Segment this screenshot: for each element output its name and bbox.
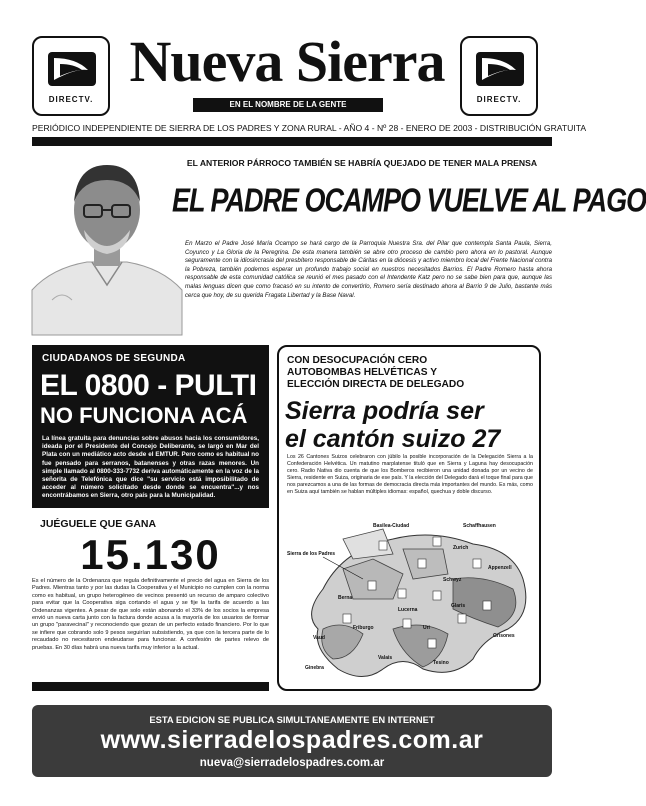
map-label: Berna bbox=[338, 595, 353, 601]
map-label: Ginebra bbox=[305, 665, 324, 671]
0800-story-box bbox=[32, 345, 269, 508]
0800-story-headline-line-1: EL 0800 - PULTI bbox=[40, 369, 257, 402]
map-label: Basilea-Ciudad bbox=[373, 523, 410, 529]
directv-logo-text: DIRECTV. bbox=[48, 95, 94, 104]
left-column-divider bbox=[32, 682, 269, 691]
water-story-body: Es el número de la Ordenanza que regula definitivamente el precio del agua en Sierra de los Padres. Mientras tanto y por las dudas la Cooperativa y el Municipio no cumplen con la norma como es habitual, un grupo heterogéneo de vecinos presentó un recurso de amparo colectivo para evitar que la Cooperativa siga cortando el agua y se fije la tarifa de acuerdo a las Ordenanzas vigentes. A pesar de que solo están abonando el 33% de los socios la empresa envió un nueva carta junto con la factura donde acusa a la mayoría de los usuarios de formar un grupo "paravecinal" y reconociendo que gozan de un perfecto estado financiero. Por lo que se infiere que cobrando solo 9 pesos seguirían subsistiendo, ya que con la tercera parte de lo recaudado no necesitaron endeudarse para funcionar. A confesión de partes relevo de pruebas. En 30 días habrá una nueva tarifa muy inferior a la actual. bbox=[32, 578, 269, 651]
internet-edition-banner bbox=[32, 705, 552, 777]
swiss-story-headline-line-2: el cantón suizo 27 bbox=[285, 425, 501, 453]
swiss-story-headline-line-1: Sierra podría ser bbox=[285, 397, 484, 425]
swiss-story-kicker bbox=[287, 355, 535, 391]
ordinance-number: 15.130 bbox=[80, 531, 221, 578]
lead-body-text: En Marzo el Padre José María Ocampo se hará cargo de la Parroquia Nuestra Sra. del Pilar que contempla Santa Paula, Sierra, Coyunco y La Gloria de la Peregrina. De esta manera también se abre otro proceso de cambio pero ahora en lo pastoral. Aunque seguramente con la idiosincrasia del presbítero responsable de Cáritas en la diócesis y activo miembro local del Frente Nacional contra la Pobreza, también podemos esperar un profundo trabajo social en nuestros necesitados Barrios. El Padre Romero hasta ahora responsable de esta comunidad católica se reunió el mes pasado con el Intendente Katz pero no se sabe bien para que, aunque las malas lenguas dicen que como fracasó en su intento de convertirlo, Romero sería destinado ahora al Barrio 9 de Julio, bastante más cerca que hoy, de su querida Fragata Libertad y la Base Naval. bbox=[185, 240, 552, 299]
directv-logo-left bbox=[32, 36, 110, 116]
internet-edition-caption: ESTA EDICION SE PUBLICA SIMULTANEAMENTE EN INTERNET bbox=[149, 714, 435, 725]
lead-headline: EL PADRE OCAMPO VUELVE AL PAGO bbox=[172, 181, 646, 219]
priest-portrait-photo bbox=[32, 150, 182, 335]
directv-logo-icon bbox=[474, 50, 526, 90]
lead-kicker: EL ANTERIOR PÁRROCO TAMBIÉN SE HABRÍA QUEJADO DE TENER MALA PRENSA bbox=[186, 158, 538, 168]
map-label: Glaris bbox=[451, 603, 466, 609]
map-label: Grisones bbox=[493, 633, 515, 639]
0800-story-kicker: CIUDADANOS DE SEGUNDA bbox=[42, 353, 186, 364]
directv-logo-text: DIRECTV. bbox=[476, 95, 522, 104]
0800-story-body: La línea gratuita para denuncias sobre abusos hacia los consumidores, ideada por el Presidente del Concejo Deliberante, se largó en Mar del Plata con un mediático acto desde el EMTUR. Pero como es habitual no fue pensado para serranos, batanenses y otras razas menores. Un simple llamado al 0800-333-7732 deriva automáticamente en la voz de la señorita de Telefónica que dice "su servicio está imposibilitado de acceder al número solicitado desde donde se encuentra"...y nos encontrábamos en Sierra, otro país para la Municipalidad. bbox=[42, 435, 259, 500]
directv-logo-icon bbox=[46, 50, 98, 90]
swiss-story-body: Los 26 Cantones Suizos celebraron con júbilo la posible incorporación de la Delegación Sierra a la Confederación Helvética. Un matutino marplatense tituló que en Sierra y Laguna hay desocupación cero. Radio Nativa dio cuenta de que los Bomberos recibieron una unidad donada por un vecino de Sierra, residente en Suiza, originaria de ese país. Y la elección del Delegado dará el toque final para que nos parezcamos a una de las formas de democracia directa más importantes del mundo. Es más, como en Suiza aquí también se hablan múltiples idiomas: español, quechua y doble discurso. bbox=[287, 454, 533, 495]
map-label: Friburgo bbox=[353, 625, 374, 631]
newspaper-title: Nueva Sierra bbox=[129, 29, 445, 94]
header-divider bbox=[32, 137, 552, 146]
water-story-kicker: JUÉGUELE QUE GANA bbox=[40, 518, 157, 530]
slogan-banner: EN EL NOMBRE DE LA GENTE bbox=[193, 98, 383, 112]
swiss-story-kicker-line: CON DESOCUPACIÓN CERO bbox=[287, 355, 428, 366]
map-label: Vaud bbox=[313, 635, 325, 641]
map-label: Zurich bbox=[453, 545, 469, 551]
map-label: Valais bbox=[378, 655, 393, 661]
issue-info-line: PERIÓDICO INDEPENDIENTE DE SIERRA DE LOS PADRES Y ZONA RURAL - AÑO 4 - Nº 28 - ENERO DE 2003 - DISTRIBUCIÓN GRATUITA bbox=[32, 123, 587, 133]
contact-email[interactable]: nueva@sierradelospadres.com.ar bbox=[199, 757, 385, 769]
website-url[interactable]: www.sierradelospadres.com.ar bbox=[100, 726, 484, 754]
swiss-story-kicker-line: AUTOBOMBAS HELVÉTICAS Y bbox=[287, 367, 437, 378]
map-label: Schwyz bbox=[443, 577, 462, 583]
map-label: Lucerna bbox=[398, 607, 418, 613]
map-label: Appenzell bbox=[488, 565, 512, 571]
swiss-canton-story-box bbox=[277, 345, 541, 691]
0800-story-headline-line-2: NO FUNCIONA ACÁ bbox=[40, 403, 248, 428]
switzerland-canton-map bbox=[283, 519, 537, 685]
directv-logo-right bbox=[460, 36, 538, 116]
map-label: Uri bbox=[423, 625, 430, 631]
map-label: Schaffhausen bbox=[463, 523, 496, 529]
map-label: Sierra de los Padres bbox=[287, 551, 336, 557]
swiss-story-kicker-line: ELECCIÓN DIRECTA DE DELEGADO bbox=[287, 379, 465, 390]
swiss-story-headline bbox=[285, 397, 539, 453]
map-label: Tesino bbox=[433, 660, 449, 666]
